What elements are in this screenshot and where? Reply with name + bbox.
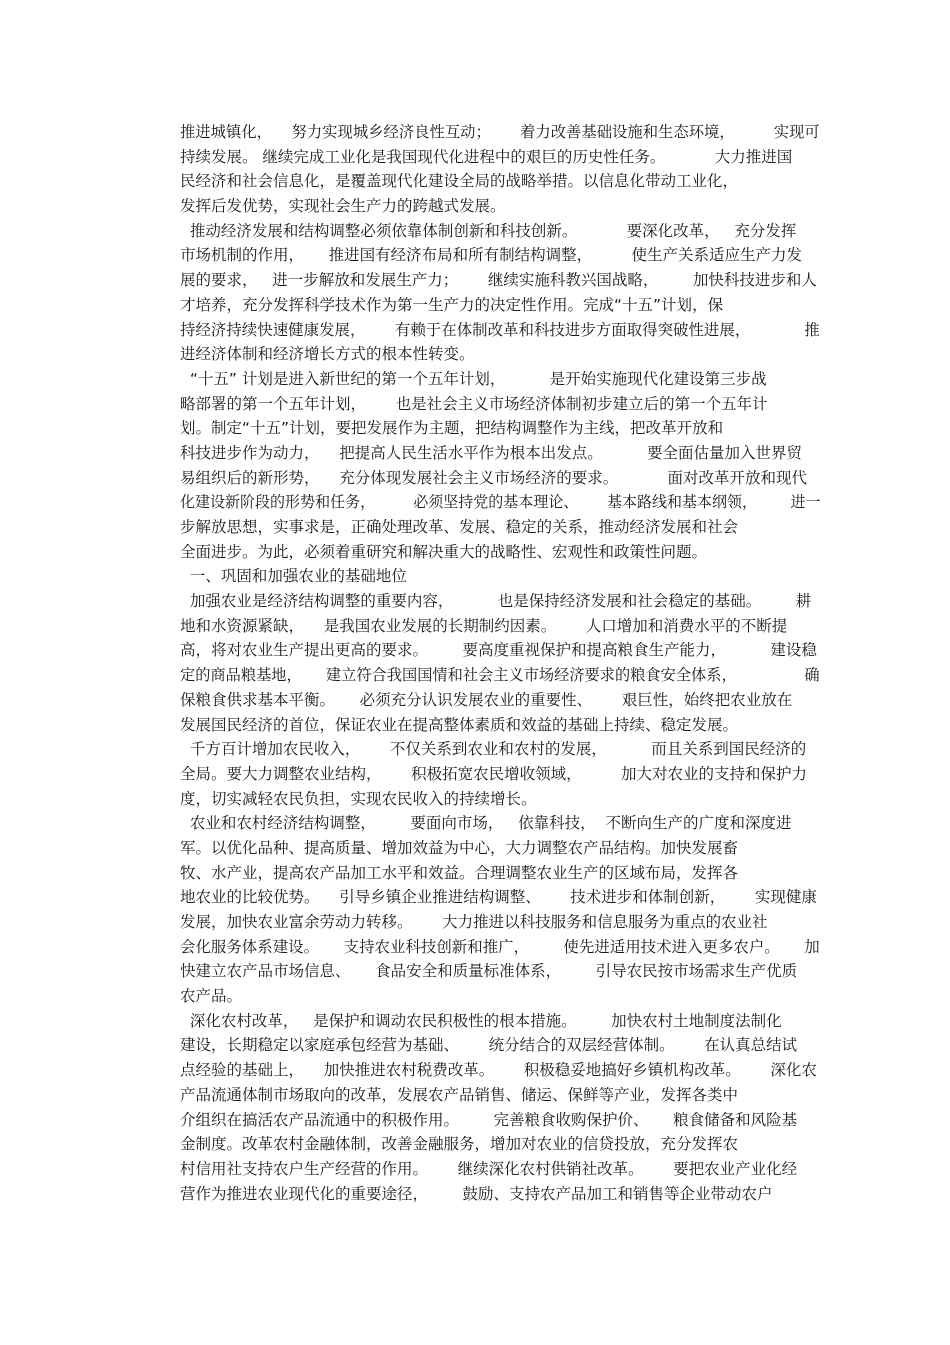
text-line: 金制度。改革农村金融体制，改善金融服务，增加对农业的信贷投放，充分发挥农 <box>180 1135 739 1154</box>
text-line: 全面进步。为此，必须着重研究和解决重大的战略性、宏观性和政策性问题。 <box>180 542 708 561</box>
text-line: 全局。要大力调整农业结构， 积极拓宽农民增收领域， 加大对农业的支持和保护力 <box>180 764 807 783</box>
text-line: 科技进步作为动力， 把提高人民生活水平作为根本出发点。 要全面估量加入世界贸 <box>180 443 803 462</box>
text-line: 会化服务体系建设。 支持农业科技创新和推广， 使先进适用技术进入更多农户。 加 <box>180 937 820 956</box>
text-line: 村信用社支持农户生产经营的作用。 继续深化农村供销社改革。 要把农业产业化经 <box>180 1159 798 1178</box>
text-line: 保粮食供求基本平衡。 必须充分认识发展农业的重要性、 艰巨性，始终把农业放在 <box>180 690 793 709</box>
text-line: 加强农业是经济结构调整的重要内容， 也是保持经济发展和社会稳定的基础。 耕 <box>180 592 812 611</box>
text-line: 度，切实减轻农民负担，实现农民收入的持续增长。 <box>180 789 537 808</box>
text-line: 推进城镇化， 努力实现城乡经济良性互动； 着力改善基础设施和生态环境， 实现可 <box>180 123 820 141</box>
text-line: “十五” 计划是进入新世纪的第一个五年计划， 是开始实施现代化建设第三步战 <box>180 369 767 388</box>
text-line: 发展，加快农业富余劳动力转移。 大力推进以科技服务和信息服务为重点的农业社 <box>180 913 768 931</box>
text-line: 点经验的基础上， 加快推进农村税费改革。 积极稳妥地搞好乡镇机构改革。 深化农 <box>180 1061 817 1080</box>
text-line: 易组织后的新形势， 充分体现发展社会主义市场经济的要求。 面对改革开放和现代 <box>180 468 807 487</box>
text-line: 划。制定“十五”计划，要把发展作为主题，把结构调整作为主线，把改革开放和 <box>180 419 724 438</box>
text-line: 民经济和社会信息化，是覆盖现代化建设全局的战略举措。以信息化带动工业化， <box>180 172 739 191</box>
text-line: 才培养，充分发挥科学技术作为第一生产力的决定性作用。完成“十五”计划，保 <box>180 295 724 314</box>
text-line: 步解放思想，实事求是，正确处理改革、发展、稳定的关系，推动经济发展和社会 <box>180 518 739 536</box>
text-line: 略部署的第一个五年计划， 也是社会主义市场经济体制初步建立后的第一个五年计 <box>180 394 768 413</box>
text-line: 军。以优化品种、提高质量、增加效益为中心，大力调整农产品结构。加快发展畜 <box>180 838 739 857</box>
text-line: 发挥后发优势，实现社会生产力的跨越式发展。 <box>180 197 506 216</box>
text-line: 展的要求， 进一步解放和发展生产力； 继续实施科教兴国战略， 加快科技进步和人 <box>180 271 817 290</box>
text-line: 定的商品粮基地， 建立符合我国国情和社会主义市场经济要求的粮食安全体系， 确 <box>180 666 820 685</box>
text-line: 农业和农村经济结构调整， 要面向市场， 依靠科技， 不断向生产的广度和深度进 <box>180 814 792 833</box>
text-line: 地农业的比较优势。 引导乡镇企业推进结构调整、 技术进步和体制创新， 实现健康 <box>180 888 817 907</box>
text-line: 地和水资源紧缺， 是我国农业发展的长期制约因素。 人口增加和消费水平的不断提 <box>180 616 788 635</box>
text-line: 快建立农产品市场信息、 食品安全和质量标准体系， 引导农民按市场需求生产优质 <box>180 962 798 981</box>
text-line: 进经济体制和经济增长方式的根本性转变。 <box>180 345 475 364</box>
text-line: 发展国民经济的首位，保证农业在提高整体素质和效益的基础上持续、稳定发展。 <box>180 715 739 734</box>
text-line: 牧、水产业，提高农产品加工水平和效益。合理调整农业生产的区域布局，发挥各 <box>180 863 739 882</box>
text-line: 持经济持续快速健康发展， 有赖于在体制改革和科技进步方面取得突破性进展， 推 <box>180 320 820 339</box>
text-line: 推动经济发展和结构调整必须依靠体制创新和科技创新。 要深化改革， 充分发挥 <box>180 221 797 240</box>
text-line: 高，将对农业生产提出更高的要求。 要高度重视保护和提高粮食生产能力， 建设稳 <box>180 641 817 660</box>
text-line: 农产品。 <box>180 987 243 1006</box>
text-line: 化建设新阶段的形势和任务， 必须坚持党的基本理论、 基本路线和基本纲领， 进一 <box>180 493 821 512</box>
text-line: 建设，长期稳定以家庭承包经营为基础、 统分结合的双层经营体制。 在认真总结试 <box>180 1036 798 1055</box>
text-line: 一、巩固和加强农业的基础地位 <box>180 567 407 586</box>
text-line: 产品流通体制市场取向的改革，发展农产品销售、储运、保鲜等产业，发挥各类中 <box>180 1085 739 1104</box>
text-line: 介组织在搞活农产品流通中的积极作用。 完善粮食收购保护价、 粮食储备和风险基 <box>180 1110 798 1129</box>
text-line: 持续发展。 继续完成工业化是我国现代化进程中的艰巨的历史性任务。 大力推进国 <box>180 147 793 166</box>
text-line: 千方百计增加农民收入， 不仅关系到农业和农村的发展， 而且关系到国民经济的 <box>180 740 807 759</box>
text-line: 深化农村改革， 是保护和调动农民积极性的根本措施。 加快农村土地制度法制化 <box>180 1011 782 1030</box>
body-text <box>180 120 820 1206</box>
text-line: 营作为推进农业现代化的重要途径， 鼓励、支持农产品加工和销售等企业带动农户 <box>180 1184 773 1203</box>
text-line: 市场机制的作用， 推进国有经济布局和所有制结构调整， 使生产关系适应生产力发 <box>180 246 803 265</box>
